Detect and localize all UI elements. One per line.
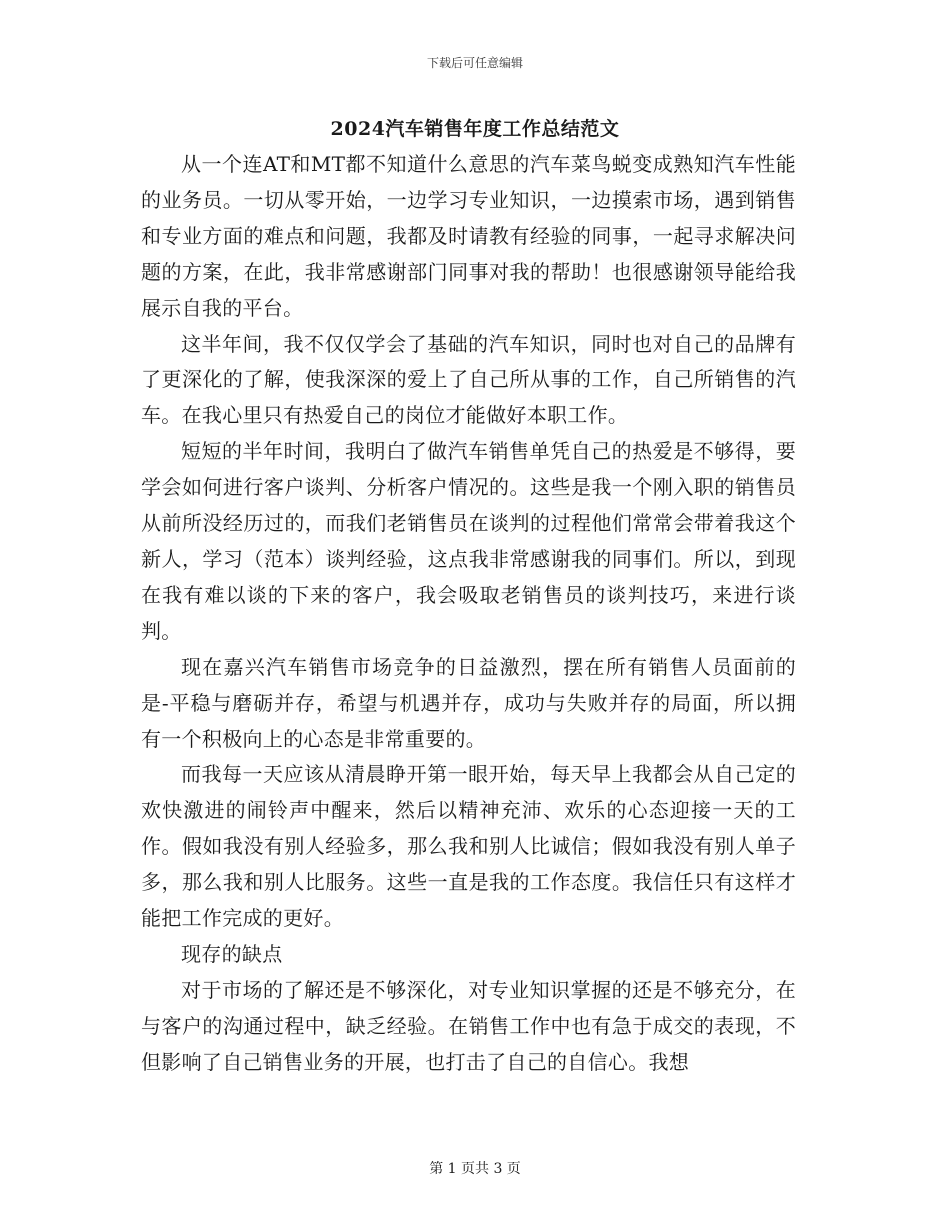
page-indicator: 第 1 页共 3 页 (429, 1161, 521, 1177)
document-title: 2024汽车销售年度工作总结范文 (330, 118, 620, 140)
document-body (141, 147, 796, 1081)
paragraph: 对于市场的了解还是不够深化，对专业知识掌握的还是不够充分，在与客户的沟通过程中，缺乏经验。在销售工作中也有急于成交的表现，不但影响了自己销售业务的开展，也打击了自己的自信心。我想 (141, 977, 796, 1074)
paragraph: 现在嘉兴汽车销售市场竞争的日益激烈，摆在所有销售人员面前的是-平稳与磨砺并存，希望与机遇并存，成功与失败并存的局面，所以拥有一个积极向上的心态是非常重要的。 (141, 654, 796, 751)
paragraph: 这半年间，我不仅仅学会了基础的汽车知识，同时也对自己的品牌有了更深化的了解，使我深深的爱上了自己所从事的工作，自己所销售的汽车。在我心里只有热爱自己的岗位才能做好本职工作。 (141, 331, 796, 428)
paragraph: 短短的半年时间，我明白了做汽车销售单凭自己的热爱是不够得，要学会如何进行客户谈判、分析客户情况的。这些是我一个刚入职的销售员从前所没经历过的，而我们老销售员在谈判的过程他们常常会带着我这个新人，学习（范本）谈判经验，这点我非常感谢我的同事们。所以，到现在我有难以谈的下来的客户，我会吸取老销售员的谈判技巧，来进行谈判。 (141, 439, 796, 643)
section-heading: 现存的缺点 (181, 941, 283, 966)
paragraph: 而我每一天应该从清晨睁开第一眼开始，每天早上我都会从自己定的欢快激进的闹铃声中醒来，然后以精神充沛、欢乐的心态迎接一天的工作。假如我没有别人经验多，那么我和别人比诚信；假如我没有别人单子多，那么我和别人比服务。这些一直是我的工作态度。我信任只有这样才能把工作完成的更好。 (141, 762, 796, 931)
header-note: 下载后可任意编辑 (426, 56, 523, 70)
paragraph: 从一个连AT和MT都不知道什么意思的汽车菜鸟蜕变成熟知汽车性能的业务员。一切从零开始，一边学习专业知识，一边摸索市场，遇到销售和专业方面的难点和问题，我都及时请教有经验的同事，一起寻求解决问题的方案，在此，我非常感谢部门同事对我的帮助！也很感谢领导能给我展示自我的平台。 (141, 152, 796, 320)
